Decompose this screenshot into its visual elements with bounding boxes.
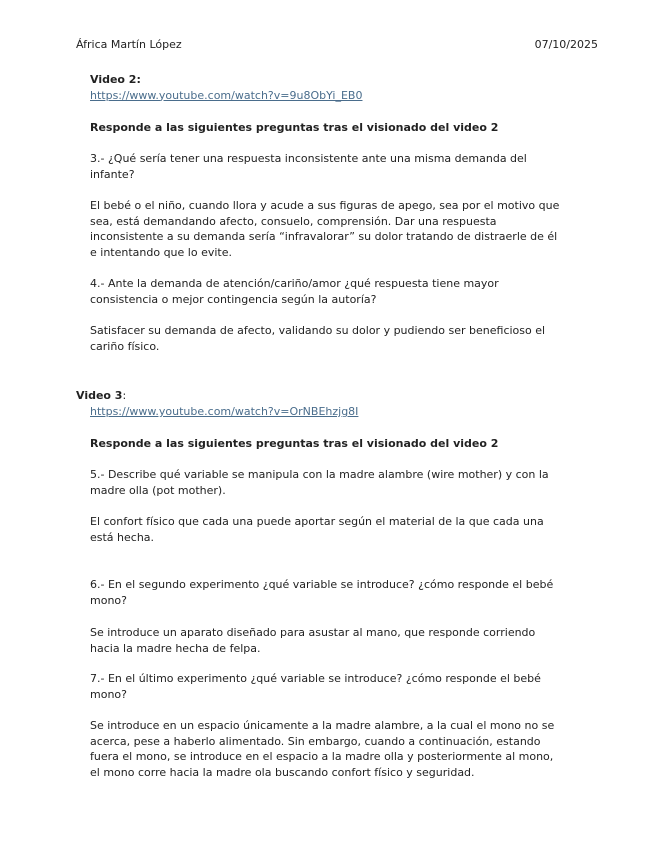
question-6-text: 6.- En el segundo experimento ¿qué variable se introduce? ¿cómo responde el bebé mono?: [90, 578, 554, 607]
video3-label: Video 3: [76, 389, 123, 402]
video2-heading-block: [90, 120, 565, 136]
question-4: [90, 276, 565, 307]
question-4-text: 4.- Ante la demanda de atención/cariño/amor ¿qué respuesta tiene mayor consistencia o mejor contingencia según la autoría?: [90, 277, 499, 306]
video3-heading: Responde a las siguientes preguntas tras el visionado del video 2: [90, 437, 499, 450]
answer-4-text: Satisfacer su demanda de afecto, validando su dolor y pudiendo ser beneficioso el cariño físico.: [90, 324, 546, 353]
video3-label-colon: :: [122, 389, 127, 402]
answer-7: [90, 718, 565, 780]
answer-7-text: Se introduce en un espacio únicamente a la madre alambre, a la cual el mono no se acerca, pese a haberlo alimentado. Sin embargo, cuando a continuación, estando fuera el mono, se introduce en el espacio a la madre olla y posteriormente al mono, el mono corre hacia la madre ola buscando confort físico y seguridad.: [90, 719, 555, 779]
author-name: África Martín López: [76, 38, 182, 51]
video2-label-block: [90, 72, 565, 103]
answer-6: [90, 625, 565, 656]
question-6: [90, 577, 565, 608]
question-5-text: 5.- Describe qué variable se manipula con la madre alambre (wire mother) y con la madre olla (pot mother).: [90, 468, 549, 497]
answer-4: [90, 323, 565, 354]
video3-link-block: [90, 404, 565, 420]
question-7-text: 7.- En el último experimento ¿qué variable se introduce? ¿cómo responde el bebé mono?: [90, 672, 541, 701]
question-5: [90, 467, 565, 498]
question-7: [90, 671, 565, 702]
video2-heading: Responde a las siguientes preguntas tras el visionado del video 2: [90, 121, 499, 134]
answer-3-text: El bebé o el niño, cuando llora y acude a sus figuras de apego, sea por el motivo que sea, está demandando afecto, consuelo, comprensión. Dar una respuesta inconsistente a su demanda sería “infravalorar” su dolor tratando de distraerle de él e intentando que lo evite.: [90, 199, 560, 259]
video3-link[interactable]: https://www.youtube.com/watch?v=OrNBEhzjg8I: [90, 405, 359, 418]
answer-5-text: El confort físico que cada una puede aportar según el material de la que cada una está hecha.: [90, 515, 544, 544]
page-header: [76, 38, 598, 54]
video3-label-block: [76, 388, 551, 404]
answer-3: [90, 198, 565, 260]
answer-6-text: Se introduce un aparato diseñado para asustar al mano, que responde corriendo hacia la madre hecha de felpa.: [90, 626, 536, 655]
video2-link[interactable]: https://www.youtube.com/watch?v=9u8ObYi_EB0: [90, 88, 363, 102]
video3-heading-block: [90, 436, 565, 452]
question-3: [90, 151, 565, 182]
video2-label: Video 2:: [90, 73, 141, 86]
answer-5: [90, 514, 565, 545]
header-date: 07/10/2025: [534, 38, 598, 51]
question-3-text: 3.- ¿Qué sería tener una respuesta inconsistente ante una misma demanda del infante?: [90, 152, 527, 181]
